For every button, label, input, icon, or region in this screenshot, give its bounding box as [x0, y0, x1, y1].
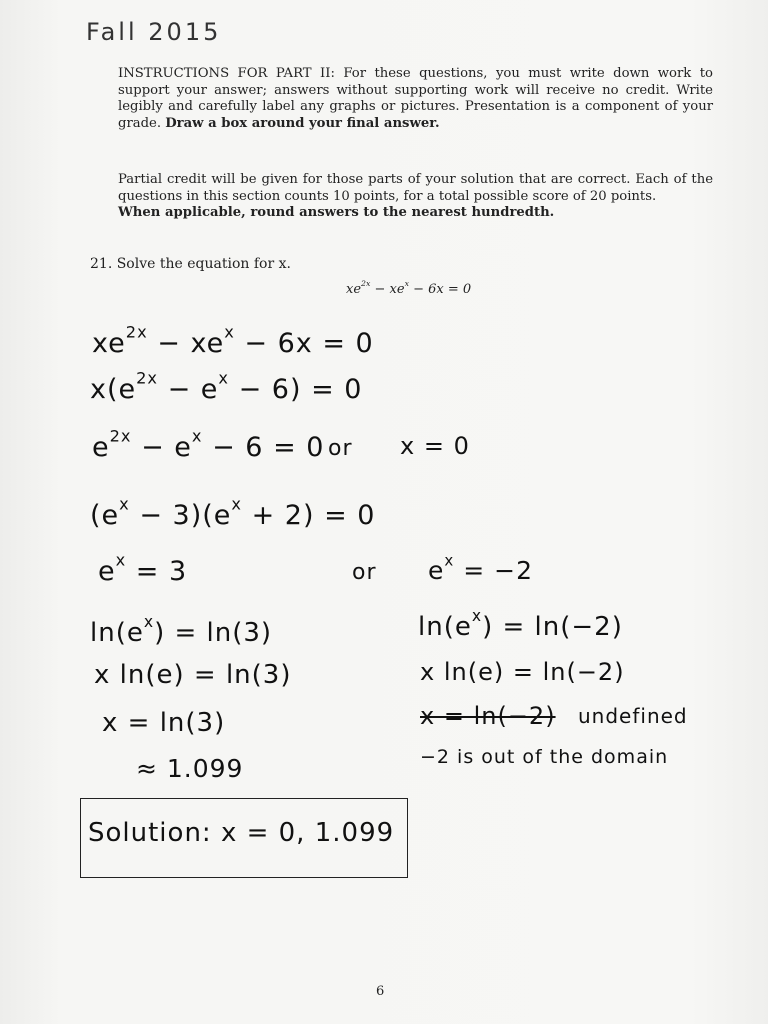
work-line-8-left: x = ln(3) [102, 708, 226, 738]
page-number: 6 [376, 984, 385, 999]
rounding-note: When applicable, round answers to the nearest hundredth. [118, 205, 555, 220]
partial-credit-body: Partial credit will be given for those parts of your solution that are correct. Each of the questions in this section counts 10 points, for a total possible score of 20 points. [118, 172, 713, 204]
question-21 [90, 256, 291, 272]
question-prompt: Solve the equation for x. [116, 256, 291, 272]
undefined-note: undefined [578, 704, 688, 728]
work-line-2: $x(e^{2x} - e^x - 6) = 0$ [90, 368, 363, 405]
work-line-3-or: or [328, 436, 353, 461]
work-line-1: $xe^{2x} - xe^x - 6x = 0$ [92, 322, 374, 359]
work-line-7-right: x ln(e) = ln(−2) [420, 658, 625, 686]
question-number: 21. [90, 256, 113, 272]
work-line-4: $(e^x - 3)(e^x + 2) = 0$ [90, 494, 376, 531]
work-line-9-left: ≈ 1.099 [136, 754, 244, 783]
handwritten-term: Fall 2015 [86, 18, 222, 46]
printed-equation: $xe^{2x} - xe^x - 6x = 0$ [346, 278, 472, 297]
final-answer: Solution: x = 0, 1.099 [88, 818, 395, 848]
work-line-6-right: $\ln(e^x) = \ln(-2)$ [418, 606, 623, 642]
work-line-7-left: x ln(e) = ln(3) [94, 660, 292, 690]
work-line-8-right-struck: x = ln(−2) [420, 702, 556, 730]
work-line-6-left: $\ln(e^x) = \ln(3)$ [90, 612, 273, 648]
partial-credit-paragraph [118, 172, 713, 222]
work-line-5-right: $e^x = -2$ [428, 551, 533, 585]
work-line-5-left: $e^x = 3$ [98, 550, 188, 587]
instructions-lead: INSTRUCTIONS FOR PART II: [118, 66, 335, 81]
work-line-5-or: or [352, 560, 377, 585]
work-line-3-left: $e^{2x} - e^x - 6 = 0$ [92, 426, 325, 463]
instructions-emphasis: Draw a box around your final answer. [165, 115, 440, 131]
domain-note: −2 is out of the domain [420, 746, 669, 768]
work-line-3-right: x = 0 [400, 432, 470, 460]
instructions-body: For these questions, you must write down work to support your answer; answers without supporting work will receive no credit. Write legibly and carefully label any graphs or pictures. Presentation is a component of your grade. [118, 66, 713, 131]
instructions-paragraph [118, 66, 713, 132]
